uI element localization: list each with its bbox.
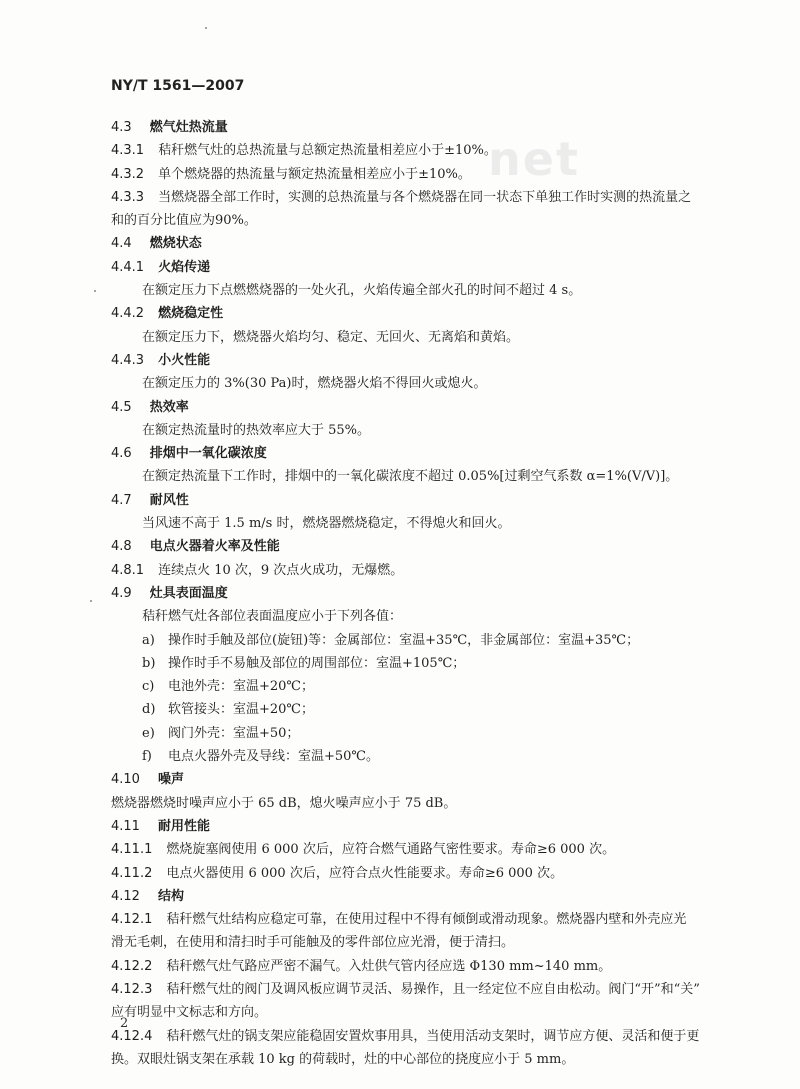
section-heading bbox=[111, 232, 751, 255]
continuation-text-content: 换。双眼灶锅支架在承载 10 kg 的荷载时，灶的中心部位的挠度应小于 5 mm。 bbox=[111, 1051, 575, 1067]
clause-text: 秸秆燃气灶结构应稳定可靠，在使用过程中不得有倾倒或滑动现象。燃烧器内壁和外壳应光 bbox=[166, 912, 687, 928]
section-number: 4.4.2 bbox=[111, 306, 145, 322]
clause-number: 4.8.1 bbox=[111, 562, 145, 578]
section-title: 热效率 bbox=[149, 399, 189, 415]
section-title: 燃烧稳定性 bbox=[158, 306, 224, 322]
body-text-content: 当风速不高于 1.5 m/s 时，燃烧器燃烧稳定，不得熄火和回火。 bbox=[142, 516, 511, 532]
continuation-text bbox=[111, 931, 751, 954]
clause-number: 4.11.1 bbox=[111, 842, 153, 858]
section-title: 燃烧状态 bbox=[149, 236, 202, 252]
list-item-text: 操作时手触及部位(旋钮)等：金属部位：室温+35℃，非金属部位：室温+35℃； bbox=[168, 632, 640, 648]
clause-number: 4.12.1 bbox=[111, 912, 153, 928]
scan-speck bbox=[205, 27, 207, 29]
body-text-content: 在额定热流量下工作时，排烟中的一氧化碳浓度不超过 0.05%[过剩空气系数 α=1%(V/V)]。 bbox=[142, 469, 679, 485]
section-heading bbox=[111, 302, 751, 325]
scan-speck bbox=[90, 600, 92, 602]
clause-text: 连续点火 10 次，9 次点火成功，无爆燃。 bbox=[158, 562, 404, 578]
standard-code: NY/T 1561—2007 bbox=[111, 78, 245, 94]
list-item-marker: c) bbox=[142, 679, 155, 695]
continuation-text bbox=[111, 792, 751, 815]
page-number: 2 bbox=[120, 1016, 129, 1031]
section-title: 结构 bbox=[157, 888, 184, 904]
section-number: 4.4 bbox=[111, 236, 132, 252]
section-heading bbox=[111, 349, 751, 372]
section-title: 小火性能 bbox=[158, 352, 211, 368]
continuation-text bbox=[111, 209, 751, 232]
section-heading bbox=[111, 396, 751, 419]
clause-text: 燃烧旋塞阀使用 6 000 次后，应符合燃气通路气密性要求。寿命≥6 000 次。 bbox=[166, 842, 616, 858]
clause-paragraph bbox=[111, 163, 751, 186]
list-item-text: 操作时手不易触及部位的周围部位：室温+105℃； bbox=[168, 655, 466, 671]
list-item bbox=[111, 629, 751, 652]
clause-paragraph bbox=[111, 955, 751, 978]
section-title: 耐用性能 bbox=[157, 818, 210, 834]
body-text bbox=[111, 465, 751, 488]
list-item bbox=[111, 652, 751, 675]
body-text-content: 在额定热流量时的热效率应大于 55%。 bbox=[142, 422, 371, 438]
scan-speck bbox=[94, 290, 96, 292]
section-title: 噪声 bbox=[157, 772, 184, 788]
section-heading bbox=[111, 885, 751, 908]
section-number: 4.10 bbox=[111, 772, 140, 788]
list-item-text: 阀门外壳：室温+50； bbox=[168, 725, 300, 741]
list-item bbox=[111, 675, 751, 698]
section-title: 耐风性 bbox=[149, 492, 189, 508]
clause-number: 4.3.1 bbox=[111, 143, 145, 159]
body-text bbox=[111, 605, 751, 628]
section-heading bbox=[111, 535, 751, 558]
clause-paragraph bbox=[111, 862, 751, 885]
continuation-text bbox=[111, 1001, 751, 1024]
section-title: 燃气灶热流量 bbox=[149, 120, 228, 135]
clause-number: 4.12.4 bbox=[111, 1028, 153, 1044]
section-number: 4.3 bbox=[111, 120, 132, 135]
clause-text: 单个燃烧器的热流量与额定热流量相差应小于±10%。 bbox=[158, 166, 471, 182]
clause-paragraph bbox=[111, 559, 751, 582]
list-item bbox=[111, 722, 751, 745]
watermark: net bbox=[488, 132, 580, 186]
section-heading bbox=[111, 442, 751, 465]
list-item-marker: a) bbox=[142, 632, 155, 648]
section-heading bbox=[111, 815, 751, 838]
body-text bbox=[111, 419, 751, 442]
section-heading bbox=[111, 256, 751, 279]
section-heading bbox=[111, 768, 751, 791]
body-text bbox=[111, 326, 751, 349]
section-number: 4.8 bbox=[111, 539, 132, 555]
clause-text: 电点火器使用 6 000 次后，应符合点火性能要求。寿命≥6 000 次。 bbox=[166, 865, 564, 881]
section-heading bbox=[111, 582, 751, 605]
clause-paragraph bbox=[111, 908, 751, 931]
clause-paragraph bbox=[111, 139, 751, 162]
clause-number: 4.3.3 bbox=[111, 189, 145, 205]
section-number: 4.12 bbox=[111, 888, 140, 904]
section-number: 4.6 bbox=[111, 446, 132, 462]
section-number: 4.9 bbox=[111, 585, 132, 601]
clause-text: 秸秆燃气灶的阀门及调风板应调节灵活、易操作，且一经定位不应自由松动。阀门“开”和“关” bbox=[166, 981, 700, 997]
clause-paragraph bbox=[111, 838, 751, 861]
section-number: 4.11 bbox=[111, 818, 140, 834]
body-text-content: 秸秆燃气灶各部位表面温度应小于下列各值： bbox=[142, 609, 403, 625]
list-item-text: 电点火器外壳及导线：室温+50℃。 bbox=[168, 749, 379, 765]
clause-text: 秸秆燃气灶的锅支架应能稳固安置炊事用具，当使用活动支架时，调节应方便、灵活和便于更 bbox=[166, 1028, 700, 1044]
list-item bbox=[111, 745, 751, 768]
continuation-text bbox=[111, 1048, 751, 1071]
clause-number: 4.12.2 bbox=[111, 958, 153, 974]
clause-number: 4.11.2 bbox=[111, 865, 153, 881]
list-item-text: 软管接头：室温+20℃； bbox=[168, 702, 314, 718]
body-text bbox=[111, 512, 751, 535]
continuation-text-content: 和的百分比值应为90%。 bbox=[111, 213, 257, 229]
clause-text: 秸秆燃气灶的总热流量与总额定热流量相差应小于±10%。 bbox=[158, 143, 497, 159]
section-heading bbox=[111, 116, 751, 139]
section-number: 4.7 bbox=[111, 492, 132, 508]
section-number: 4.5 bbox=[111, 399, 132, 415]
clause-paragraph bbox=[111, 978, 751, 1001]
clause-text: 当燃烧器全部工作时，实测的总热流量与各个燃烧器在同一状态下单独工作时实测的热流量之 bbox=[158, 189, 692, 205]
list-item bbox=[111, 698, 751, 721]
section-title: 排烟中一氧化碳浓度 bbox=[149, 446, 267, 462]
body-text bbox=[111, 279, 751, 302]
clause-paragraph bbox=[111, 186, 751, 209]
body-text-content: 在额定压力下点燃燃烧器的一处火孔，火焰传遍全部火孔的时间不超过 4 s。 bbox=[142, 283, 582, 299]
clause-text: 秸秆燃气灶气路应严密不漏气。入灶供气管内径应选 Φ130 mm~140 mm。 bbox=[166, 958, 612, 974]
list-item-text: 电池外壳：室温+20℃； bbox=[168, 679, 314, 695]
section-number: 4.4.1 bbox=[111, 259, 145, 275]
body-text-content: 在额定压力下，燃烧器火焰均匀、稳定、无回火、无离焰和黄焰。 bbox=[142, 329, 520, 345]
section-number: 4.4.3 bbox=[111, 352, 145, 368]
continuation-text-content: 滑无毛刺，在使用和清扫时手可能触及的零件部位应光滑，便于清扫。 bbox=[111, 935, 515, 951]
document-body bbox=[111, 116, 751, 1071]
list-item-marker: e) bbox=[142, 725, 155, 741]
continuation-text-content: 应有明显中文标志和方向。 bbox=[111, 1005, 268, 1021]
clause-number: 4.3.2 bbox=[111, 166, 145, 182]
section-title: 火焰传递 bbox=[158, 259, 211, 275]
section-title: 灶具表面温度 bbox=[149, 585, 228, 601]
clause-number: 4.12.3 bbox=[111, 981, 153, 997]
body-text-content: 在额定压力的 3%(30 Pa)时，燃烧器火焰不得回火或熄火。 bbox=[142, 376, 487, 392]
body-text bbox=[111, 372, 751, 395]
list-item-marker: f) bbox=[142, 749, 152, 765]
list-item-marker: d) bbox=[142, 702, 156, 718]
section-heading bbox=[111, 489, 751, 512]
list-item-marker: b) bbox=[142, 655, 156, 671]
section-title: 电点火器着火率及性能 bbox=[149, 539, 280, 555]
continuation-text-content: 燃烧器燃烧时噪声应小于 65 dB，熄火噪声应小于 75 dB。 bbox=[111, 795, 457, 811]
clause-paragraph bbox=[111, 1025, 751, 1048]
